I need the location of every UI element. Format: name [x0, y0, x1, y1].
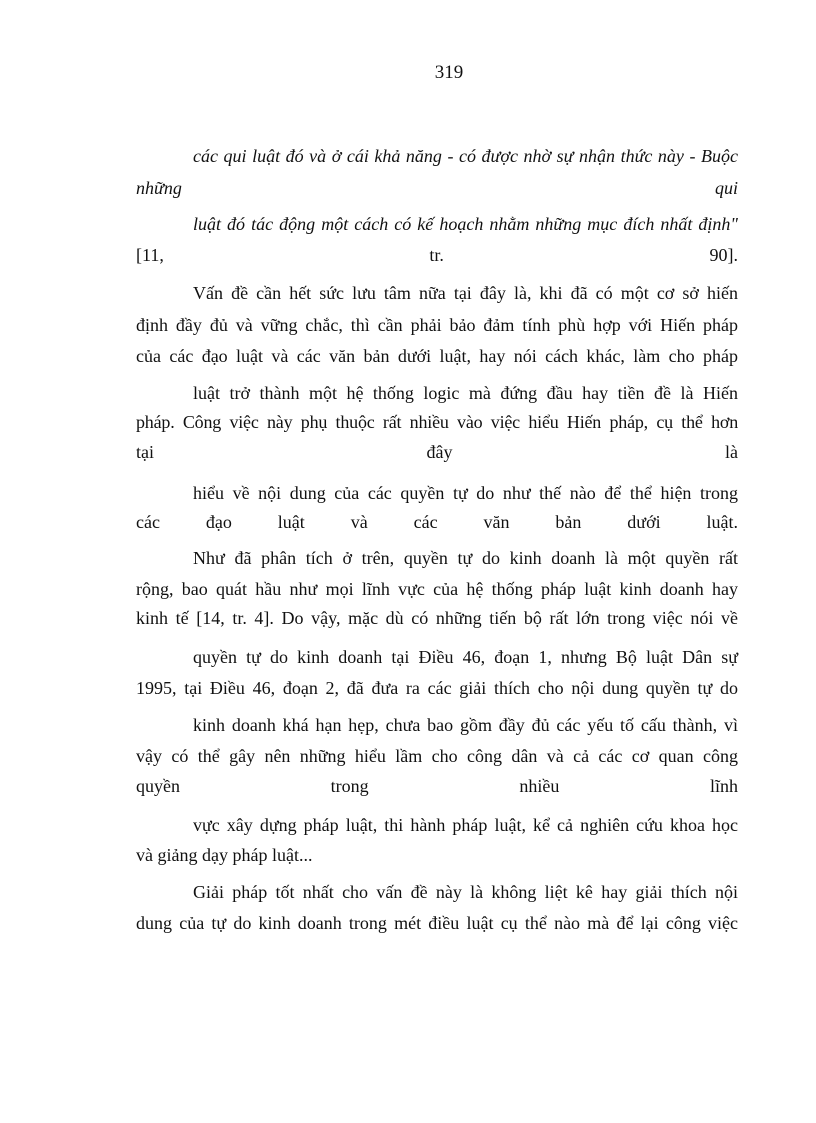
- text-line: Như đã phân tích ở trên, quyền tự do kinh doanh là một quyền rất: [193, 548, 738, 568]
- text-line: của các đạo luật và các văn bản dưới luật, hay nói cách khác, làm cho pháp: [136, 346, 738, 366]
- text-line: Giải pháp tốt nhất cho vấn đề này là không liệt kê hay giải thích nội: [193, 882, 738, 902]
- text-line: định đầy đủ và vững chắc, thì cần phải bảo đảm tính phù hợp với Hiến pháp: [136, 315, 738, 335]
- text-line: tại đây là: [136, 442, 738, 462]
- text-line: dung của tự do kinh doanh trong mét điều luật cụ thể nào mà để lại công việc: [136, 913, 738, 933]
- text-line: hiểu về nội dung của các quyền tự do như thế nào để thể hiện trong: [193, 483, 738, 503]
- text-line: pháp. Công việc này phụ thuộc rất nhiều vào việc hiểu Hiến pháp, cụ thể hơn: [136, 412, 738, 432]
- text-line: luật trở thành một hệ thống logic mà đứng đầu hay tiền đề là Hiến: [193, 383, 738, 403]
- text-line: vậy có thể gây nên những hiểu lầm cho công dân và cả các cơ quan công: [136, 746, 738, 766]
- text-line: kinh doanh khá hạn hẹp, chưa bao gồm đầy đủ các yếu tố cấu thành, vì: [193, 715, 738, 735]
- text-line: rộng, bao quát hầu như mọi lĩnh vực của hệ thống pháp luật kinh doanh hay: [136, 579, 738, 599]
- text-line: quyền tự do kinh doanh tại Điều 46, đoạn 1, nhưng Bộ luật Dân sự: [193, 647, 738, 667]
- text-line: các qui luật đó và ở cái khả năng - có được nhờ sự nhận thức này - Buộc: [193, 146, 738, 166]
- text-line: 1995, tại Điều 46, đoạn 2, đã đưa ra các giải thích cho nội dung quyền tự do: [136, 678, 738, 698]
- text-line: Vấn đề cần hết sức lưu tâm nữa tại đây là, khi đã có một cơ sở hiến: [193, 283, 738, 303]
- page-number: 319: [434, 62, 464, 83]
- text-line: các đạo luật và các văn bản dưới luật.: [136, 512, 738, 532]
- text-line: quyền trong nhiều lĩnh: [136, 776, 738, 796]
- text-line: vực xây dựng pháp luật, thi hành pháp luật, kể cả nghiên cứu khoa học: [193, 815, 738, 835]
- text-line: và giảng dạy pháp luật...: [136, 845, 313, 865]
- text-line: kinh tế [14, tr. 4]. Do vậy, mặc dù có những tiến bộ rất lớn trong việc nói về: [136, 608, 738, 628]
- text-line: luật đó tác động một cách có kế hoạch nhằm những mục đích nhất định": [193, 214, 738, 234]
- text-line: [11, tr. 90].: [136, 245, 738, 265]
- text-line: những qui: [136, 178, 738, 198]
